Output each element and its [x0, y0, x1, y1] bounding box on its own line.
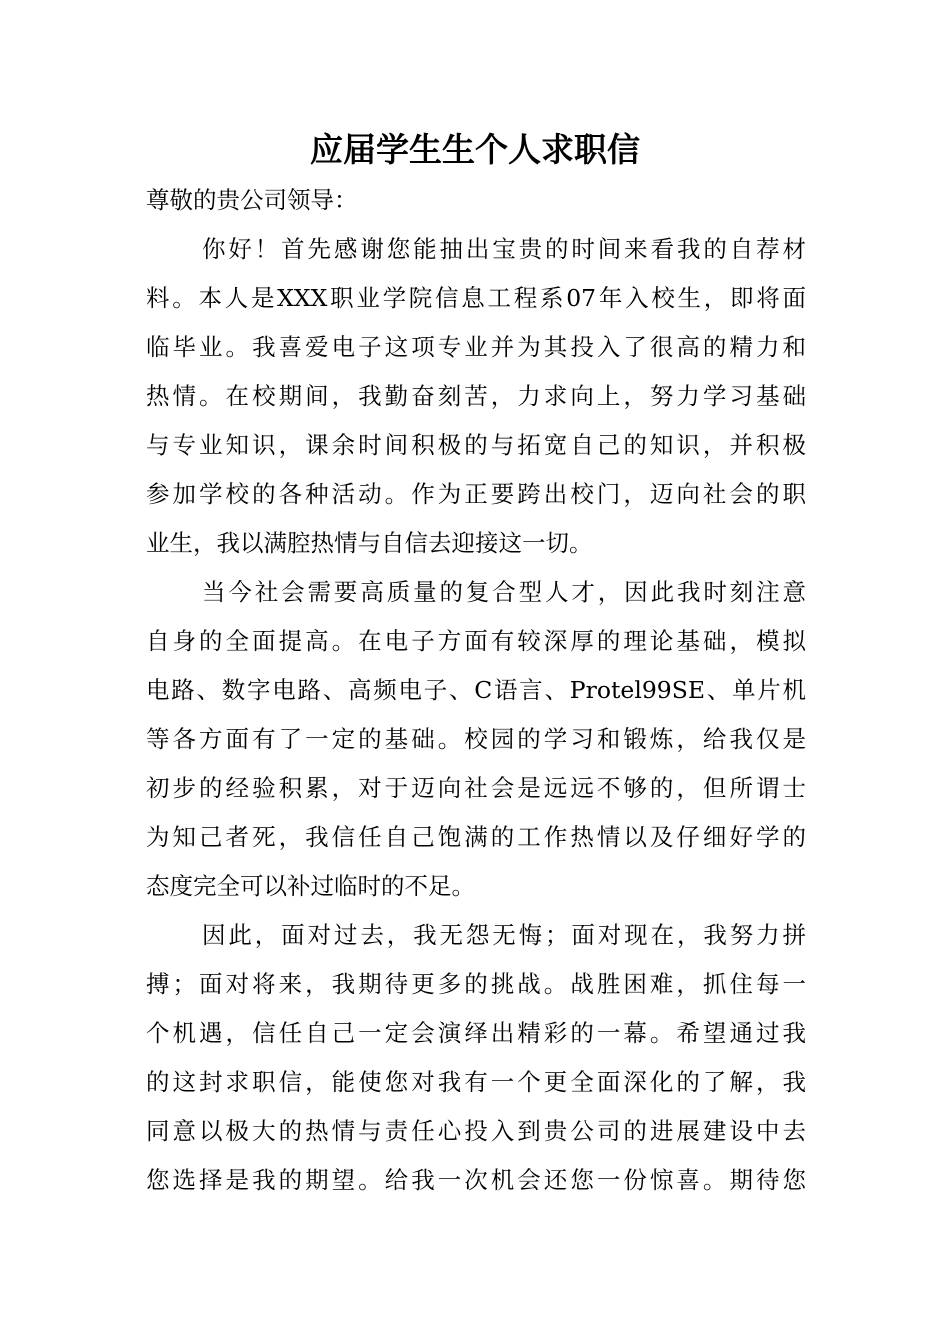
- paragraph-line: 临毕业。我喜爱电子这项专业并为其投入了很高的精力和: [146, 333, 806, 361]
- salutation: 尊敬的贵公司领导：: [146, 186, 358, 214]
- paragraph-line: 为知己者死，我信任自己饱满的工作热情以及仔细好学的: [146, 823, 806, 851]
- paragraph-line: 业生，我以满腔热情与自信去迎接这一切。: [146, 529, 593, 557]
- document-title: 应届学生生个人求职信: [310, 130, 640, 169]
- letter-body: [146, 176, 806, 1205]
- paragraph-line: 电路、数字电路、高频电子、C语言、Protel99SE、单片机: [146, 676, 806, 704]
- paragraph-line: 参加学校的各种活动。作为正要跨出校门，迈向社会的职: [146, 480, 806, 508]
- paragraph-line: 个机遇，信任自己一定会演绎出精彩的一幕。希望通过我: [146, 1019, 806, 1047]
- paragraph-line: 热情。在校期间，我勤奋刻苦，力求向上，努力学习基础: [146, 382, 806, 410]
- paragraph-line: 你好！首先感谢您能抽出宝贵的时间来看我的自荐材: [202, 235, 806, 263]
- paragraph-line: 态度完全可以补过临时的不足。: [146, 872, 475, 900]
- paragraph-line: 同意以极大的热情与责任心投入到贵公司的进展建设中去: [146, 1117, 806, 1145]
- paragraph-line: 搏；面对将来，我期待更多的挑战。战胜困难，抓住每一: [146, 970, 806, 998]
- paragraph-line: 初步的经验积累，对于迈向社会是远远不够的，但所谓士: [146, 774, 806, 802]
- paragraph-line: 料。本人是XXX职业学院信息工程系07年入校生，即将面: [146, 284, 806, 312]
- paragraph-line: 的这封求职信，能使您对我有一个更全面深化的了解，我: [146, 1068, 806, 1096]
- paragraph-line: 与专业知识，课余时间积极的与拓宽自己的知识，并积极: [146, 431, 806, 459]
- paragraph-line: 等各方面有了一定的基础。校园的学习和锻炼，给我仅是: [146, 725, 806, 753]
- paragraph-line: 因此，面对过去，我无怨无悔；面对现在，我努力拼: [202, 921, 806, 949]
- paragraph-line: 您选择是我的期望。给我一次机会还您一份惊喜。期待您: [146, 1166, 806, 1194]
- paragraph-line: 自身的全面提高。在电子方面有较深厚的理论基础，模拟: [146, 627, 806, 655]
- paragraph-line: 当今社会需要高质量的复合型人才，因此我时刻注意: [202, 578, 806, 606]
